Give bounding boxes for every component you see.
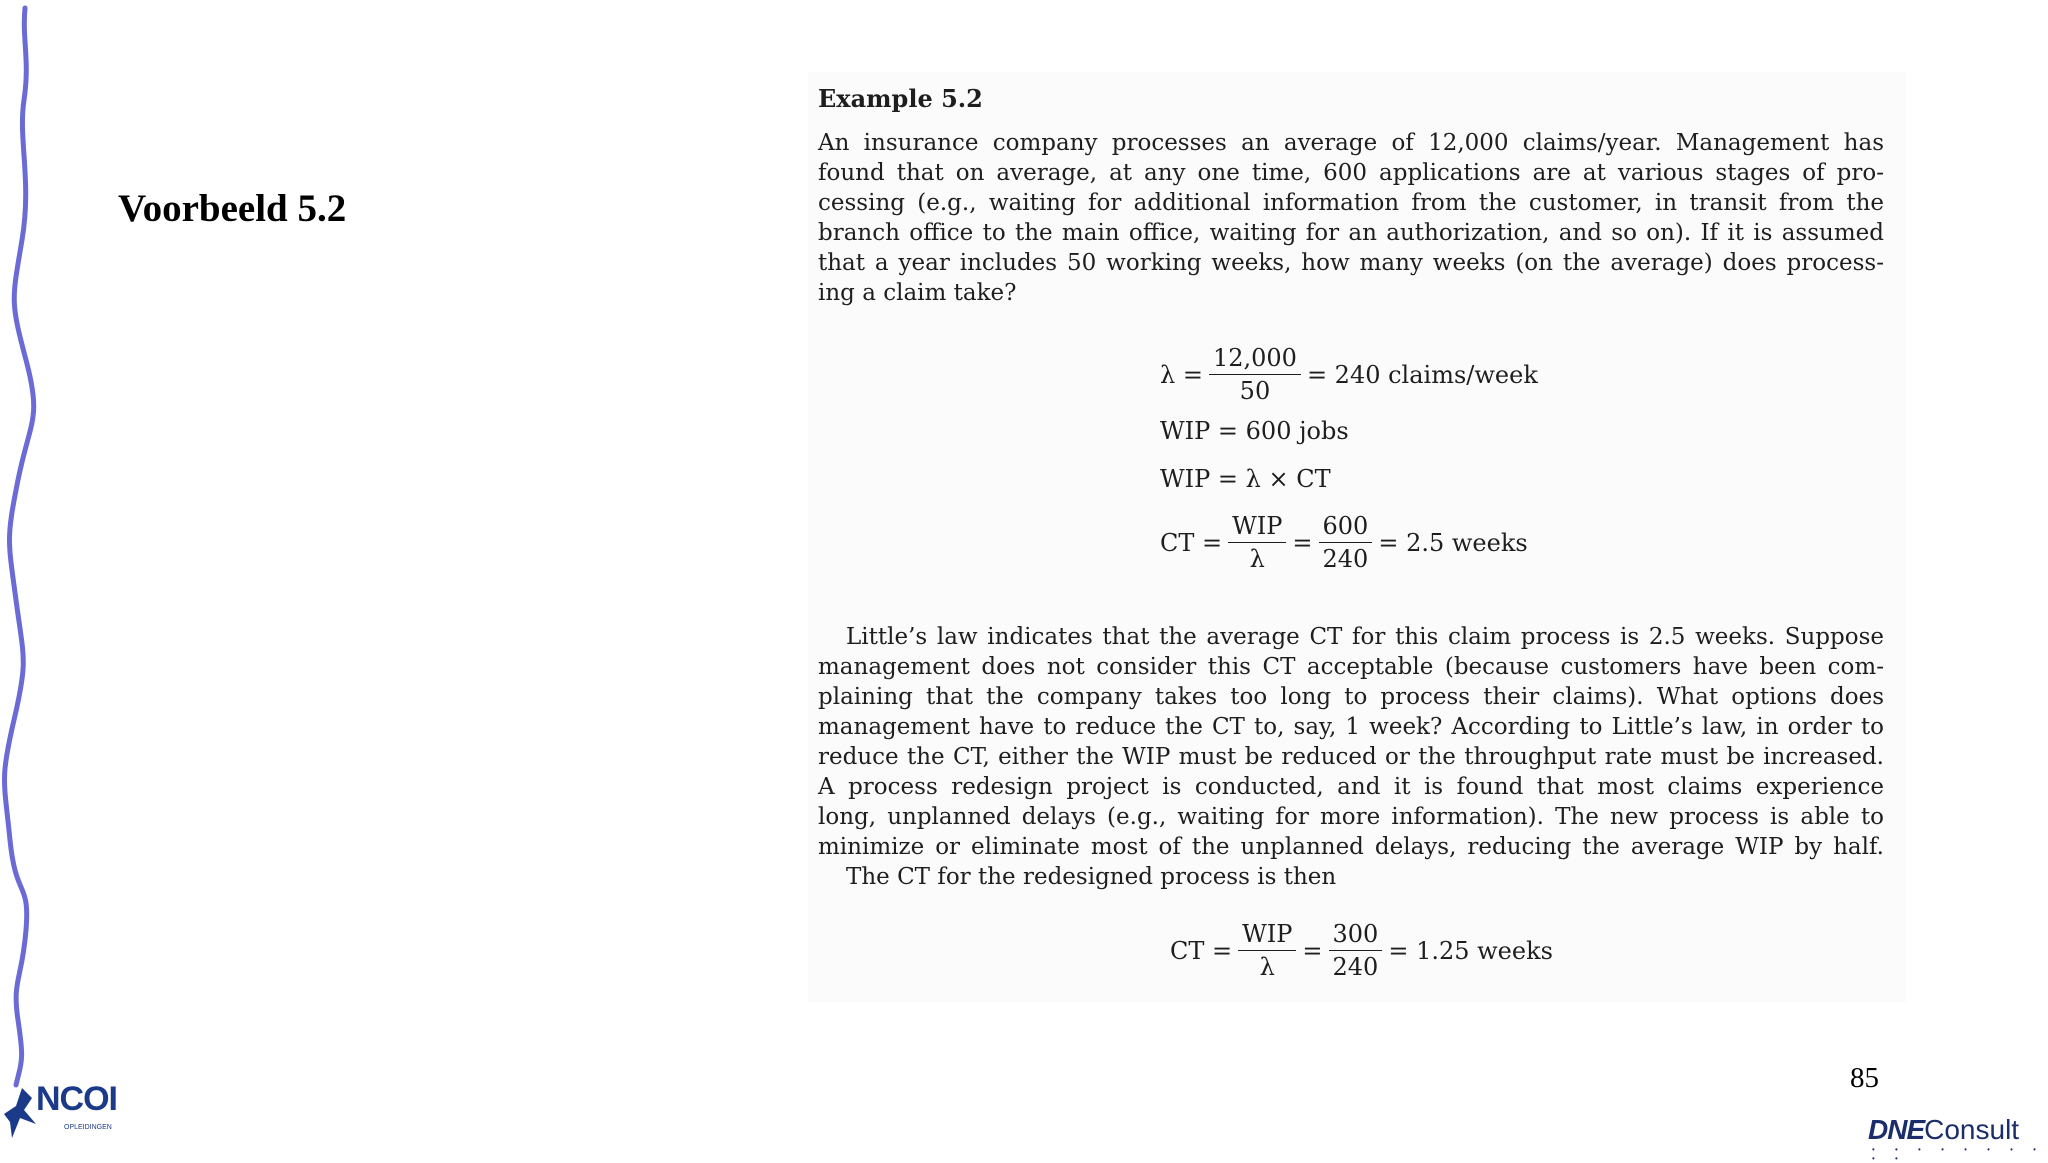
equation-wip: WIP = 600 jobs xyxy=(1160,417,1349,445)
paragraph-line: cessing (e.g., waiting for additional information from the customer, in transit from the xyxy=(818,190,1884,216)
paragraph-line: management does not consider this CT acceptable (because customers have been com- xyxy=(818,654,1884,680)
ncoi-logo xyxy=(0,1078,130,1148)
dne-logo-dots: • • • • • • • • • • xyxy=(1872,1145,2045,1163)
equation-cycle-time: CT = $\frac{\text{WIP}}{\lambda}$ = $\frac{600}{240}$ = 2.5 weeks xyxy=(1160,512,1528,573)
dne-logo-light: Consult xyxy=(1924,1114,2020,1145)
fraction: $\frac{\text{WIP}}{\lambda}$ xyxy=(1238,920,1296,981)
fraction: $\frac{600}{240}$ xyxy=(1319,512,1373,573)
paragraph-line: An insurance company processes an average of 12,000 claims/year. Management has xyxy=(818,130,1884,156)
fraction: $\frac{12,000}{50}$ xyxy=(1209,344,1301,405)
dne-logo-bold: DNE xyxy=(1868,1114,1925,1145)
decorative-wavy-line xyxy=(0,0,60,1090)
slide-title: Voorbeeld 5.2 xyxy=(118,187,347,230)
equation-littles-law: WIP = λ × CT xyxy=(1160,465,1331,493)
paragraph-line: management have to reduce the CT to, say, 1 week? According to Little’s law, in order to xyxy=(818,714,1884,740)
paragraph-line: that a year includes 50 working weeks, how many weeks (on the average) does process- xyxy=(818,250,1884,276)
paragraph-line: Little’s law indicates that the average CT for this claim process is 2.5 weeks. Suppose xyxy=(846,624,1884,650)
discussion-paragraph xyxy=(818,622,1884,892)
page-number: 85 xyxy=(1850,1062,1879,1094)
ncoi-logo-text: NCOI xyxy=(36,1080,117,1118)
paragraph-line: The CT for the redesigned process is then xyxy=(846,864,1337,890)
paragraph-line: branch office to the main office, waiting for an authorization, and so on). If it is assumed xyxy=(818,220,1884,246)
ncoi-logo-subtext: OPLEIDINGEN xyxy=(64,1124,112,1131)
fraction: $\frac{300}{240}$ xyxy=(1329,920,1383,981)
paragraph-line: found that on average, at any one time, 600 applications are at various stages of pro- xyxy=(818,160,1884,186)
paragraph-line: A process redesign project is conducted, and it is found that most claims experience xyxy=(818,774,1884,800)
paragraph-line: minimize or eliminate most of the unplanned delays, reducing the average WIP by half. xyxy=(818,834,1884,860)
paragraph-line: long, unplanned delays (e.g., waiting for more information). The new process is able to xyxy=(818,804,1884,830)
fraction: $\frac{\text{WIP}}{\lambda}$ xyxy=(1228,512,1286,573)
paragraph-line: ing a claim take? xyxy=(818,280,1017,306)
scanned-page xyxy=(808,72,1906,1002)
equation-redesigned-cycle-time: CT = $\frac{\text{WIP}}{\lambda}$ = $\frac{300}{240}$ = 1.25 weeks xyxy=(1170,920,1553,981)
paragraph-line: reduce the CT, either the WIP must be reduced or the throughput rate must be increased. xyxy=(818,744,1884,770)
problem-paragraph xyxy=(818,128,1884,308)
equation-lambda: λ = $\frac{12,000}{50}$ = 240 claims/week xyxy=(1160,344,1538,405)
paragraph-line: plaining that the company takes too long to process their claims). What options does xyxy=(818,684,1884,710)
dne-consult-logo xyxy=(1868,1114,2048,1163)
example-heading: Example 5.2 xyxy=(818,84,983,113)
